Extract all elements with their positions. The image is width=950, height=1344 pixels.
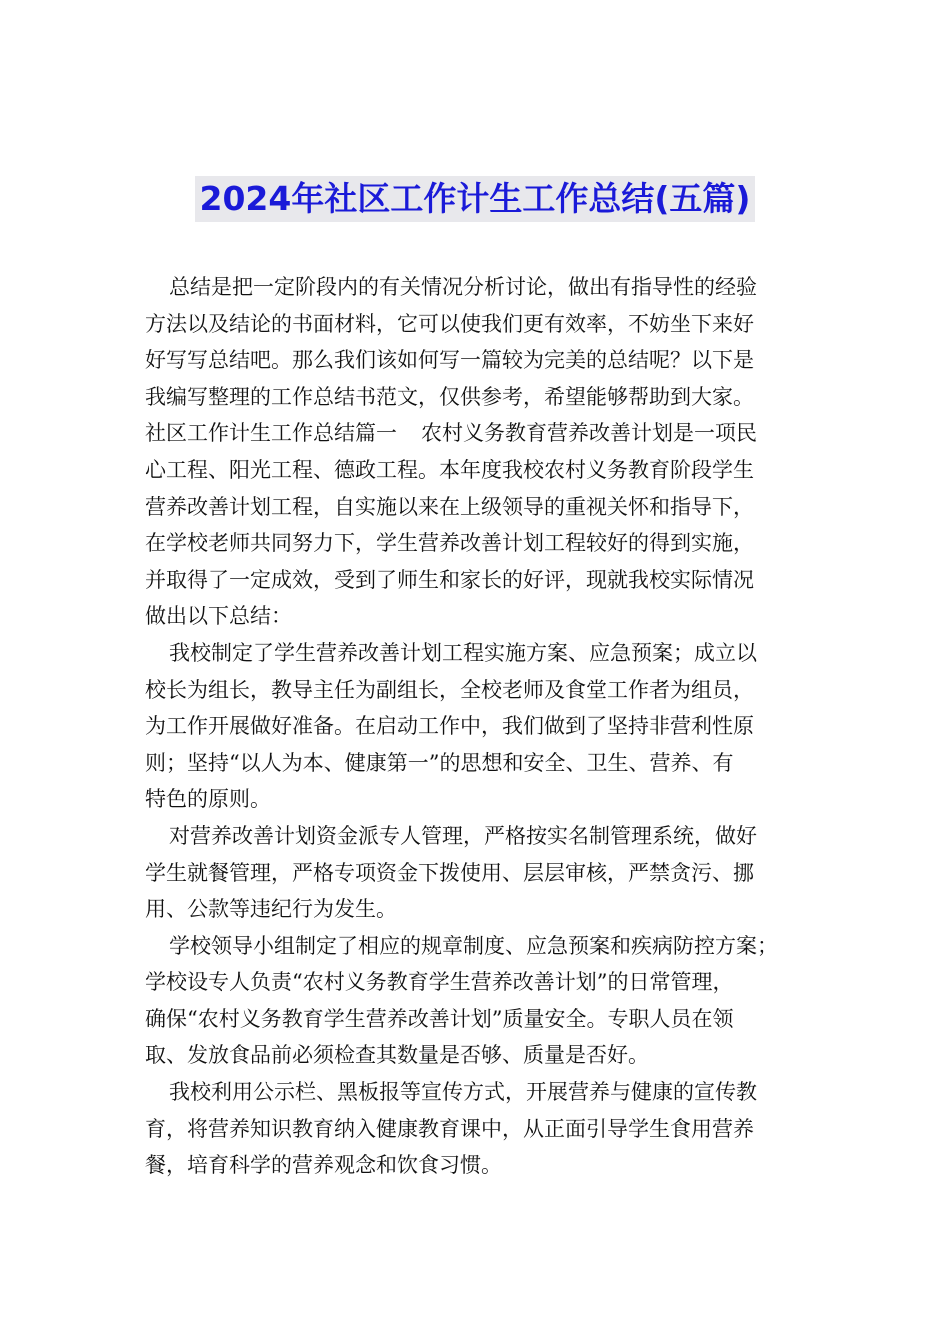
paragraph-line: 做出以下总结： [145,604,292,629]
paragraph-line: 我编写整理的工作总结书范文，仅供参考，希望能够帮助到大家。 [145,384,754,409]
title-container [0,176,950,222]
paragraph-line: 用、公款等违纪行为发生。 [145,897,397,922]
document-title: 2024年社区工作计生工作总结(五篇) [195,176,754,222]
paragraph-line: 并取得了一定成效，受到了师生和家长的好评，现就我校实际情况 [145,567,754,592]
paragraph-line: 我校利用公示栏、黑板报等宣传方式，开展营养与健康的宣传教 [169,1080,757,1105]
paragraph-line: 我校制定了学生营养改善计划工程实施方案、应急预案；成立以 [169,640,757,665]
section-heading-line [145,415,820,452]
paragraph-line: 对营养改善计划资金派专人管理，严格按实名制管理系统，做好 [169,823,757,848]
paragraph-line: 在学校老师共同努力下，学生营养改善计划工程较好的得到实施， [145,531,754,556]
paragraph-line: 营养改善计划工程，自实施以来在上级领导的重视关怀和指导下， [145,494,754,519]
paragraph-line: 为工作开展做好准备。在启动工作中，我们做到了坚持非营利性原 [145,714,754,739]
paragraph-line: 好写写总结吧。那么我们该如何写一篇较为完美的总结呢？以下是 [145,348,754,373]
paragraph-text: 农村义务教育营养改善计划是一项民 [421,421,757,446]
paragraph-line: 学校领导小组制定了相应的规章制度、应急预案和疾病防控方案； [169,933,778,958]
paragraph-line: 餐，培育科学的营养观念和饮食习惯。 [145,1153,502,1178]
document-body [145,269,820,1184]
paragraph-line: 学校设专人负责“农村义务教育学生营养改善计划”的日常管理， [145,970,734,995]
paragraph-line: 学生就餐管理，严格专项资金下拨使用、层层审核，严禁贪污、挪 [145,860,754,885]
paragraph-line: 育，将营养知识教育纳入健康教育课中，从正面引导学生食用营养 [145,1116,754,1141]
section-heading: 社区工作计生工作总结篇一 [145,421,397,446]
paragraph-line: 方法以及结论的书面材料，它可以使我们更有效率，不妨坐下来好 [145,311,754,336]
paragraph-line: 心工程、阳光工程、德政工程。本年度我校农村义务教育阶段学生 [145,457,754,482]
paragraph-line: 特色的原则。 [145,787,271,812]
paragraph-line: 总结是把一定阶段内的有关情况分析讨论，做出有指导性的经验 [169,275,757,299]
paragraph-line: 确保“农村义务教育学生营养改善计划”质量安全。专职人员在领 [145,1006,734,1031]
paragraph-line: 取、发放食品前必须检查其数量是否够、质量是否好。 [145,1043,649,1068]
paragraph-line: 则；坚持“以人为本、健康第一”的思想和安全、卫生、营养、有 [145,750,734,775]
paragraph-line: 校长为组长，教导主任为副组长，全校老师及食堂工作者为组员， [145,677,754,702]
